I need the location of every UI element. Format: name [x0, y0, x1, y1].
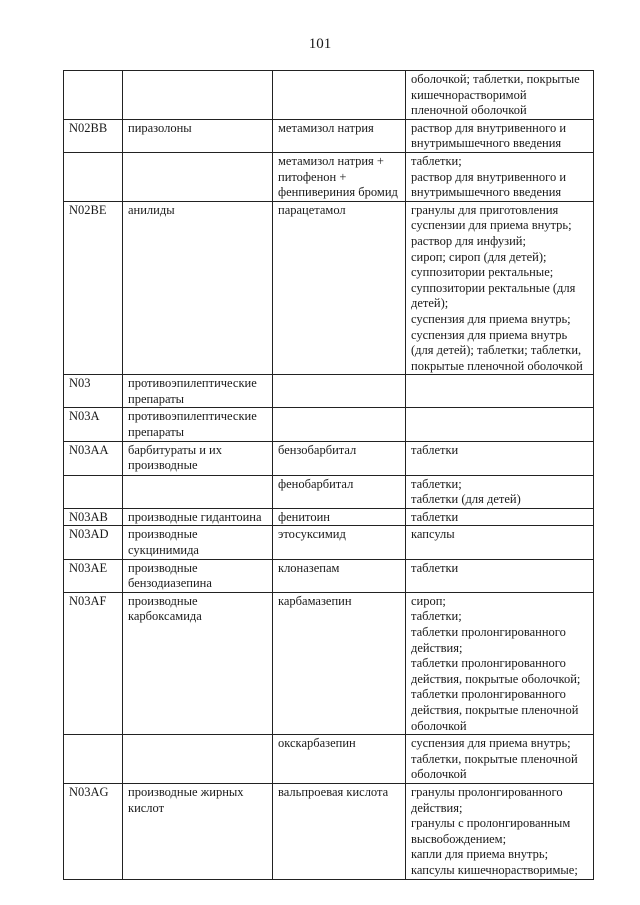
drug-name-cell — [273, 71, 406, 120]
dosage-form-cell: сироп; таблетки; таблетки пролонгированного действия; таблетки пролонгированного действия, покрытые оболочкой; таблетки пролонгированного действия, покрытые пленочной оболочкой — [406, 592, 594, 734]
drug-name-cell: фенитоин — [273, 508, 406, 526]
dosage-form-cell: суспензия для приема внутрь; таблетки, покрытые пленочной оболочкой — [406, 735, 594, 784]
drug-classification-table — [63, 70, 594, 880]
group-name-cell: пиразолоны — [123, 119, 273, 152]
group-name-cell: производные жирных кислот — [123, 783, 273, 879]
dosage-form-cell: раствор для внутривенного и внутримышечного введения — [406, 119, 594, 152]
atc-code-cell: N03AA — [64, 441, 123, 475]
drug-name-cell — [273, 375, 406, 408]
table-row — [64, 375, 594, 408]
drug-name-cell — [273, 408, 406, 441]
drug-name-cell: парацетамол — [273, 201, 406, 375]
drug-name-cell: этосуксимид — [273, 526, 406, 559]
atc-code-cell: N03A — [64, 408, 123, 441]
atc-code-cell — [64, 475, 123, 508]
dosage-form-cell: оболочкой; таблетки, покрытые кишечнорастворимой пленочной оболочкой — [406, 71, 594, 120]
dosage-form-cell: гранулы для приготовления суспензии для приема внутрь; раствор для инфузий; сироп; сироп (для детей); суппозитории ректальные; суппозитории ректальные (для детей); суспензия для приема внутрь; суспензия для приема внутрь (для детей); таблетки; таблетки, покрытые пленочной оболочкой — [406, 201, 594, 375]
atc-code-cell — [64, 152, 123, 201]
table-row — [64, 508, 594, 526]
group-name-cell: производные бензодиазепина — [123, 559, 273, 592]
drug-name-cell: фенобарбитал — [273, 475, 406, 508]
group-name-cell — [123, 475, 273, 508]
dosage-form-cell: гранулы пролонгированного действия; гранулы с пролонгированным высвобождением; капли для приема внутрь; капсулы кишечнорастворимые; — [406, 783, 594, 879]
atc-code-cell: N03AF — [64, 592, 123, 734]
group-name-cell: противоэпилептические препараты — [123, 375, 273, 408]
atc-code-cell: N03AE — [64, 559, 123, 592]
group-name-cell: барбитураты и их производные — [123, 441, 273, 475]
atc-code-cell: N03AB — [64, 508, 123, 526]
table-row — [64, 71, 594, 120]
drug-name-cell: метамизол натрия — [273, 119, 406, 152]
atc-code-cell: N02BE — [64, 201, 123, 375]
dosage-form-cell: таблетки — [406, 508, 594, 526]
dosage-form-cell: таблетки — [406, 559, 594, 592]
dosage-form-cell — [406, 408, 594, 441]
table-row — [64, 201, 594, 375]
drug-name-cell: вальпроевая кислота — [273, 783, 406, 879]
dosage-form-cell: таблетки; раствор для внутривенного и внутримышечного введения — [406, 152, 594, 201]
table-row — [64, 783, 594, 879]
table-row — [64, 735, 594, 784]
group-name-cell — [123, 71, 273, 120]
atc-code-cell: N02BB — [64, 119, 123, 152]
table-row — [64, 526, 594, 559]
group-name-cell: противоэпилептические препараты — [123, 408, 273, 441]
atc-code-cell: N03 — [64, 375, 123, 408]
group-name-cell — [123, 152, 273, 201]
group-name-cell: производные карбоксамида — [123, 592, 273, 734]
group-name-cell: анилиды — [123, 201, 273, 375]
atc-code-cell: N03AD — [64, 526, 123, 559]
dosage-form-cell: капсулы — [406, 526, 594, 559]
page-number: 101 — [308, 36, 332, 52]
atc-code-cell — [64, 735, 123, 784]
dosage-form-cell — [406, 375, 594, 408]
group-name-cell: производные сукцинимида — [123, 526, 273, 559]
dosage-form-cell: таблетки — [406, 441, 594, 475]
table-row — [64, 441, 594, 475]
group-name-cell: производные гидантоина — [123, 508, 273, 526]
table-row — [64, 592, 594, 734]
table-row — [64, 559, 594, 592]
table-row — [64, 408, 594, 441]
dosage-form-cell: таблетки; таблетки (для детей) — [406, 475, 594, 508]
drug-name-cell: окскарбазепин — [273, 735, 406, 784]
drug-name-cell: карбамазепин — [273, 592, 406, 734]
group-name-cell — [123, 735, 273, 784]
table-row — [64, 152, 594, 201]
table-row — [64, 475, 594, 508]
atc-code-cell — [64, 71, 123, 120]
drug-name-cell: клоназепам — [273, 559, 406, 592]
drug-name-cell: бензобарбитал — [273, 441, 406, 475]
drug-name-cell: метамизол натрия + питофенон + фенпивериния бромид — [273, 152, 406, 201]
table-row — [64, 119, 594, 152]
atc-code-cell: N03AG — [64, 783, 123, 879]
